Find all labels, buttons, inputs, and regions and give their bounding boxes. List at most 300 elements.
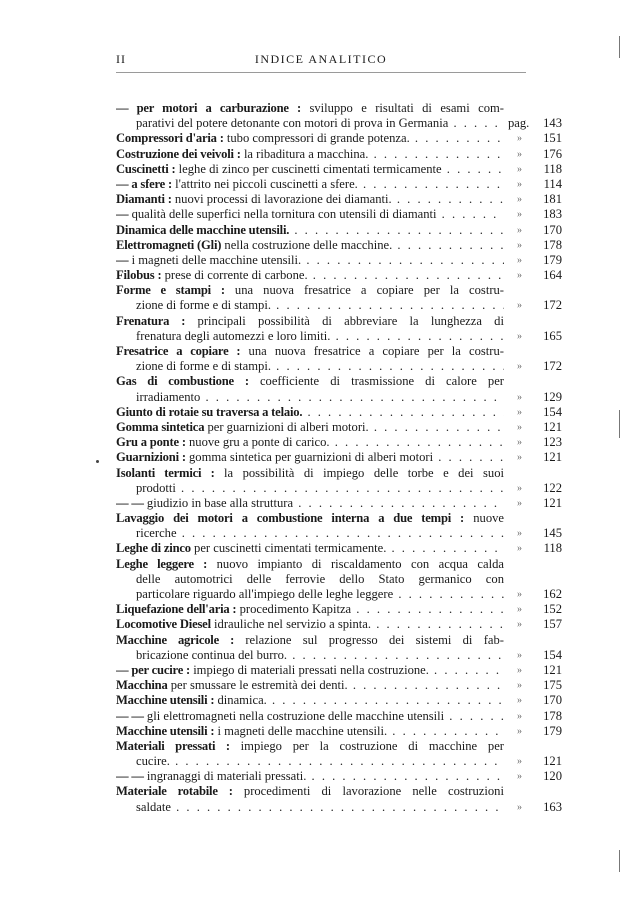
entry-heading: Guarnizioni : bbox=[116, 450, 186, 465]
entry-description: impiego per la costruzione di macchine per bbox=[240, 738, 504, 753]
entry-text bbox=[116, 769, 504, 784]
index-entry bbox=[116, 420, 562, 435]
index-entry bbox=[116, 557, 562, 603]
entry-heading: Gomma sintetica bbox=[116, 419, 205, 434]
entry-description: una nuova fresatrice a copiare per la costru- bbox=[248, 344, 504, 358]
page-reference bbox=[508, 602, 562, 617]
index-entry bbox=[116, 450, 562, 465]
entry-description: relazione sul progresso dei sistemi di fab- bbox=[245, 632, 504, 647]
page-reference bbox=[508, 207, 562, 222]
page-reference bbox=[508, 223, 562, 238]
entry-heading: — bbox=[116, 252, 129, 267]
page-reference bbox=[508, 390, 562, 405]
ditto-mark: » bbox=[517, 710, 522, 722]
entry-text bbox=[116, 739, 504, 754]
index-entry bbox=[116, 238, 562, 253]
entry-line bbox=[116, 405, 562, 420]
edge-mark bbox=[619, 850, 620, 872]
entry-line bbox=[116, 633, 562, 648]
page-number-ref: 154 bbox=[543, 404, 562, 419]
page-number: II bbox=[116, 52, 126, 66]
entry-text bbox=[136, 800, 504, 815]
page-reference bbox=[508, 724, 562, 739]
entry-line bbox=[116, 784, 562, 799]
entry-heading: — bbox=[116, 207, 129, 222]
entry-description: nuovi processi di lavorazione dei diamanti. bbox=[174, 192, 392, 207]
page-number-ref: 121 bbox=[543, 495, 562, 510]
header-rule bbox=[116, 72, 526, 73]
entry-heading: — — bbox=[116, 495, 144, 510]
entry-text bbox=[116, 131, 504, 146]
page-number-ref: 121 bbox=[543, 754, 562, 769]
entry-heading: Materiali pressati : bbox=[116, 738, 230, 753]
index-entry bbox=[116, 678, 562, 693]
entry-text bbox=[116, 147, 504, 162]
index-entry bbox=[116, 663, 562, 678]
page-reference bbox=[508, 329, 562, 344]
page-number-ref: 179 bbox=[543, 252, 562, 267]
page-title: INDICE ANALITICO bbox=[254, 52, 388, 66]
page-reference bbox=[508, 298, 562, 313]
ditto-mark: » bbox=[517, 194, 522, 206]
entry-line bbox=[116, 572, 562, 587]
entry-line bbox=[116, 587, 562, 602]
entry-line bbox=[116, 709, 562, 724]
ditto-mark: » bbox=[517, 801, 522, 813]
page-reference bbox=[508, 162, 562, 177]
entry-description: per guarnizioni di alberi motori. bbox=[207, 419, 369, 434]
entry-heading: — a sfere : bbox=[116, 176, 172, 191]
entry-line bbox=[116, 663, 562, 678]
entry-description: i magneti delle macchine utensili. bbox=[217, 723, 388, 738]
entry-text bbox=[116, 268, 504, 283]
entry-heading: Gru a ponte : bbox=[116, 435, 186, 450]
entry-heading: — — bbox=[116, 769, 144, 784]
entry-line bbox=[116, 754, 562, 769]
page-number-ref: 170 bbox=[543, 222, 562, 237]
page-reference bbox=[508, 587, 562, 602]
entry-line bbox=[116, 283, 562, 298]
page-reference bbox=[508, 405, 562, 420]
entry-text bbox=[116, 709, 504, 724]
entry-text bbox=[116, 450, 504, 465]
index-entry bbox=[116, 541, 562, 556]
ditto-mark: » bbox=[517, 756, 522, 768]
entry-description: irradiamento bbox=[136, 389, 201, 404]
entry-line bbox=[116, 526, 562, 541]
entry-text bbox=[136, 587, 504, 602]
page-number-ref: 118 bbox=[543, 541, 562, 556]
page-number-ref: 118 bbox=[543, 161, 562, 176]
edge-mark bbox=[619, 410, 620, 438]
index-entry bbox=[116, 435, 562, 450]
entry-heading: Frenatura : bbox=[116, 313, 186, 328]
ditto-mark: » bbox=[517, 482, 522, 494]
entry-heading: Lavaggio dei motori a combustione interna a due tempi : bbox=[116, 511, 465, 526]
entry-description: ricerche bbox=[136, 526, 177, 541]
entry-description: la ribaditura a macchina. bbox=[243, 146, 369, 161]
ditto-mark: » bbox=[517, 391, 522, 403]
entry-description: dinamica. bbox=[217, 693, 267, 708]
ditto-mark: » bbox=[517, 771, 522, 783]
entry-line bbox=[116, 693, 562, 708]
entry-text bbox=[116, 283, 504, 298]
entry-text bbox=[116, 784, 504, 799]
page-number-ref: 114 bbox=[543, 176, 562, 191]
page-number-ref: 162 bbox=[543, 587, 562, 601]
page-number-ref: 176 bbox=[543, 146, 562, 161]
entry-line bbox=[116, 541, 562, 556]
page-number-ref: 178 bbox=[543, 237, 562, 252]
ditto-mark: » bbox=[517, 330, 522, 342]
entry-heading: Macchine utensili : bbox=[116, 723, 215, 738]
page-reference bbox=[508, 147, 562, 162]
index-entry bbox=[116, 253, 562, 268]
page-reference bbox=[508, 663, 562, 678]
entry-line bbox=[116, 511, 562, 526]
ditto-mark: » bbox=[517, 421, 522, 433]
ditto-mark: » bbox=[517, 224, 522, 236]
entry-description: la possibilità di impiego delle torbe e dei suoi bbox=[224, 465, 504, 480]
entry-text bbox=[116, 253, 504, 268]
entry-text bbox=[116, 207, 504, 222]
index-entry bbox=[116, 633, 562, 663]
entry-text bbox=[136, 298, 504, 313]
entry-heading: Costruzione dei veivoli : bbox=[116, 146, 241, 161]
entry-text bbox=[136, 648, 504, 663]
entry-line bbox=[116, 253, 562, 268]
entry-line bbox=[116, 192, 562, 207]
ditto-mark: » bbox=[517, 528, 522, 540]
ditto-mark: » bbox=[517, 163, 522, 175]
entry-line bbox=[116, 131, 562, 146]
page-reference bbox=[508, 648, 562, 663]
page-number-ref: 179 bbox=[543, 723, 562, 738]
entry-heading: Liquefazione dell'aria : bbox=[116, 602, 237, 617]
entry-line bbox=[116, 496, 562, 511]
entry-heading: — — bbox=[116, 708, 144, 723]
ditto-mark: » bbox=[517, 406, 522, 418]
page-reference bbox=[508, 192, 562, 207]
entry-text bbox=[116, 162, 504, 177]
entry-heading: Locomotive Diesel bbox=[116, 617, 211, 632]
entry-line bbox=[116, 298, 562, 313]
entry-line bbox=[116, 481, 562, 496]
index-entry bbox=[116, 602, 562, 617]
entry-text bbox=[116, 466, 504, 481]
ditto-mark: » bbox=[517, 239, 522, 251]
page-number-ref: 163 bbox=[543, 799, 562, 814]
index-entry bbox=[116, 268, 562, 283]
entry-description: delle automotrici delle ferrovie dello Stato germanico con bbox=[136, 571, 504, 586]
entry-description: particolare riguardo all'impiego delle leghe leggere bbox=[136, 587, 394, 601]
entry-description: sviluppo e risultati di esami com- bbox=[309, 101, 504, 115]
entry-line bbox=[116, 800, 562, 815]
index-entry bbox=[116, 739, 562, 769]
index-entry bbox=[116, 466, 562, 496]
entry-description: prese di corrente di carbone. bbox=[164, 268, 308, 283]
entry-description: i magneti delle macchine utensili. bbox=[131, 252, 302, 267]
edge-mark bbox=[619, 36, 620, 58]
index-entry bbox=[116, 496, 562, 511]
page-reference bbox=[508, 496, 562, 511]
page-number-ref: 172 bbox=[543, 359, 562, 374]
entry-line bbox=[116, 329, 562, 344]
entry-line bbox=[116, 466, 562, 481]
index-entry bbox=[116, 283, 562, 313]
entry-line bbox=[116, 420, 562, 435]
entry-text bbox=[116, 420, 504, 435]
index-entry bbox=[116, 769, 562, 784]
page-number-ref: 121 bbox=[543, 419, 562, 434]
entry-text bbox=[136, 481, 504, 496]
index-entry bbox=[116, 131, 562, 146]
entry-heading: Materiale rotabile : bbox=[116, 784, 233, 799]
entry-description: idrauliche nel servizio a spinta. bbox=[214, 617, 372, 632]
page-number-ref: 152 bbox=[543, 602, 562, 617]
entry-line bbox=[116, 359, 562, 374]
index-entry bbox=[116, 223, 562, 238]
index-entry bbox=[116, 192, 562, 207]
entry-text bbox=[116, 101, 504, 116]
entry-description: ingranaggi di materiali pressati. bbox=[146, 769, 307, 784]
page-reference bbox=[508, 617, 562, 632]
page-number-ref: 120 bbox=[543, 769, 562, 784]
entry-heading: Macchine utensili : bbox=[116, 693, 215, 708]
entry-text bbox=[136, 572, 504, 587]
index-entries bbox=[116, 101, 562, 815]
entry-description: zione di forme e di stampi. bbox=[136, 298, 271, 313]
entry-text bbox=[136, 359, 504, 374]
ditto-mark: » bbox=[517, 178, 522, 190]
ditto-mark: » bbox=[517, 725, 522, 737]
entry-heading: — per motori a carburazione : bbox=[116, 101, 302, 115]
ditto-mark: » bbox=[517, 543, 522, 555]
pag-label: pag. bbox=[508, 116, 530, 131]
entry-line bbox=[116, 557, 562, 572]
entry-description: cucire. bbox=[136, 754, 170, 769]
index-entry bbox=[116, 693, 562, 708]
entry-heading: Gas di combustione : bbox=[116, 374, 249, 389]
entry-description: qualità delle superfici nella tornitura con utensili di diamanti bbox=[131, 207, 437, 222]
entry-heading: Filobus : bbox=[116, 268, 162, 283]
entry-line bbox=[116, 101, 562, 116]
entry-description: per smussare le estremità dei denti. bbox=[170, 678, 348, 693]
index-entry bbox=[116, 101, 562, 131]
entry-line bbox=[116, 268, 562, 283]
entry-text bbox=[116, 177, 504, 192]
page-number-ref: 151 bbox=[543, 131, 562, 146]
entry-text bbox=[116, 511, 504, 526]
entry-text bbox=[116, 602, 504, 617]
ditto-mark: » bbox=[517, 619, 522, 631]
index-entry bbox=[116, 162, 562, 177]
index-entry bbox=[116, 511, 562, 541]
entry-text bbox=[116, 314, 504, 329]
entry-heading: Giunto di rotaie su traversa a telaio. bbox=[116, 404, 303, 419]
ditto-mark: » bbox=[517, 437, 522, 449]
index-entry bbox=[116, 177, 562, 192]
page-reference bbox=[508, 131, 562, 146]
entry-line bbox=[116, 223, 562, 238]
entry-line bbox=[116, 450, 562, 465]
entry-text bbox=[136, 329, 504, 344]
entry-line bbox=[116, 390, 562, 405]
page-reference bbox=[508, 450, 562, 465]
entry-description: prodotti bbox=[136, 480, 176, 495]
index-entry bbox=[116, 207, 562, 222]
page-reference bbox=[508, 754, 562, 769]
entry-text bbox=[116, 435, 504, 450]
entry-description: zione di forme e di stampi. bbox=[136, 359, 271, 374]
entry-heading: Elettromagneti (Gli) bbox=[116, 237, 222, 252]
entry-line bbox=[116, 162, 562, 177]
entry-description: nuove bbox=[473, 511, 504, 526]
page-reference bbox=[508, 253, 562, 268]
entry-heading: Macchine agricole : bbox=[116, 632, 235, 647]
ditto-mark: » bbox=[517, 649, 522, 661]
entry-line bbox=[116, 435, 562, 450]
entry-description: leghe di zinco per cuscinetti cimentati termicamente bbox=[178, 161, 442, 176]
ditto-mark: » bbox=[517, 361, 522, 373]
entry-description: frenatura degli automezzi e loro limiti. bbox=[136, 328, 331, 343]
entry-line bbox=[116, 648, 562, 663]
entry-description: saldate bbox=[136, 799, 171, 814]
ditto-mark: » bbox=[517, 497, 522, 509]
page-reference bbox=[508, 800, 562, 815]
page-reference bbox=[508, 678, 562, 693]
entry-line bbox=[116, 177, 562, 192]
entry-text bbox=[116, 724, 504, 739]
entry-text bbox=[116, 557, 504, 572]
entry-line bbox=[116, 238, 562, 253]
entry-description: impiego di materiali pressati nella costruzione. bbox=[193, 662, 429, 677]
index-entry bbox=[116, 314, 562, 344]
entry-description: nella costruzione delle macchine. bbox=[224, 237, 393, 252]
entry-description: tubo compressori di grande potenza. bbox=[226, 131, 410, 146]
page-number-ref: 143 bbox=[543, 116, 562, 131]
entry-text bbox=[116, 496, 504, 511]
ditto-mark: » bbox=[517, 133, 522, 145]
index-entry bbox=[116, 344, 562, 374]
entry-description: una nuova fresatrice a copiare per la costru- bbox=[234, 283, 504, 298]
page-reference bbox=[508, 435, 562, 450]
page-reference bbox=[508, 238, 562, 253]
index-entry bbox=[116, 784, 562, 814]
entry-text bbox=[116, 678, 504, 693]
entry-text bbox=[116, 344, 504, 359]
page-reference bbox=[508, 359, 562, 374]
page-header bbox=[116, 52, 526, 72]
index-entry bbox=[116, 617, 562, 632]
page-number-ref: 183 bbox=[543, 207, 562, 222]
entry-heading: Diamanti : bbox=[116, 192, 172, 207]
entry-heading: Forme e stampi : bbox=[116, 283, 225, 298]
page-reference bbox=[508, 526, 562, 541]
page-number-ref: 145 bbox=[543, 526, 562, 541]
page-number-ref: 154 bbox=[543, 647, 562, 662]
ditto-mark: » bbox=[517, 589, 522, 600]
entry-heading: — per cucire : bbox=[116, 662, 191, 677]
page-reference bbox=[508, 541, 562, 556]
entry-description: gomma sintetica per guarnizioni di alberi motori bbox=[188, 450, 434, 465]
entry-heading: Macchina bbox=[116, 678, 168, 693]
entry-heading: Leghe di zinco bbox=[116, 541, 191, 556]
page-number-ref: 129 bbox=[543, 389, 562, 404]
entry-line bbox=[116, 769, 562, 784]
page-number-ref: 165 bbox=[543, 328, 562, 343]
index-entry bbox=[116, 709, 562, 724]
entry-description: bricazione continua del burro. bbox=[136, 647, 288, 662]
ditto-mark: » bbox=[517, 254, 522, 266]
entry-text bbox=[136, 526, 504, 541]
page-number-ref: 175 bbox=[543, 678, 562, 693]
page-number-ref: 181 bbox=[543, 192, 562, 207]
page-number-ref: 121 bbox=[543, 450, 562, 465]
entry-text bbox=[116, 238, 504, 253]
page-reference bbox=[508, 709, 562, 724]
entry-line bbox=[116, 602, 562, 617]
entry-line bbox=[116, 374, 562, 389]
entry-line bbox=[116, 314, 562, 329]
entry-text bbox=[116, 374, 504, 389]
entry-text bbox=[136, 116, 504, 131]
entry-text bbox=[116, 192, 504, 207]
entry-description: coefficiente di trasmissione di calore per bbox=[259, 374, 504, 389]
entry-description: procedimenti di lavorazione nelle costruzioni bbox=[243, 784, 504, 799]
index-entry bbox=[116, 405, 562, 420]
page-number-ref: 122 bbox=[543, 480, 562, 495]
page-number-ref: 121 bbox=[543, 662, 562, 677]
entry-line bbox=[116, 678, 562, 693]
entry-text bbox=[116, 541, 504, 556]
index-entry bbox=[116, 374, 562, 404]
ditto-mark: » bbox=[517, 680, 522, 692]
entry-description: nuove gru a ponte di carico. bbox=[188, 435, 330, 450]
page-reference bbox=[508, 268, 562, 283]
entry-text bbox=[116, 405, 504, 420]
page-reference bbox=[508, 693, 562, 708]
page-number-ref: 164 bbox=[543, 268, 562, 283]
entry-line bbox=[116, 147, 562, 162]
index-entry bbox=[116, 147, 562, 162]
entry-description: per cuscinetti cimentati termicamente. bbox=[194, 541, 387, 556]
page-reference bbox=[508, 769, 562, 784]
entry-description: nuovo impianto di riscaldamento con acqua calda bbox=[216, 556, 504, 571]
entry-heading: Isolanti termici : bbox=[116, 465, 215, 480]
entry-heading: Compressori d'aria : bbox=[116, 131, 224, 146]
entry-line bbox=[116, 116, 562, 131]
page-number-ref: 170 bbox=[543, 693, 562, 708]
page-number-ref: 172 bbox=[543, 298, 562, 313]
entry-text bbox=[136, 754, 504, 769]
ditto-mark: » bbox=[517, 452, 522, 464]
entry-line bbox=[116, 617, 562, 632]
entry-heading: Leghe leggere : bbox=[116, 556, 208, 571]
entry-description: procedimento Kapitza bbox=[239, 602, 352, 617]
ditto-mark: » bbox=[517, 148, 522, 160]
ditto-mark: » bbox=[517, 604, 522, 616]
page-reference bbox=[508, 420, 562, 435]
entry-description: principali possibilità di abbreviare la lunghezza di bbox=[197, 313, 504, 328]
entry-heading: Cuscinetti : bbox=[116, 161, 176, 176]
page-number-ref: 178 bbox=[543, 708, 562, 723]
entry-text bbox=[116, 617, 504, 632]
index-entry bbox=[116, 724, 562, 739]
page-reference bbox=[508, 177, 562, 192]
entry-text bbox=[116, 223, 504, 238]
entry-line bbox=[116, 207, 562, 222]
